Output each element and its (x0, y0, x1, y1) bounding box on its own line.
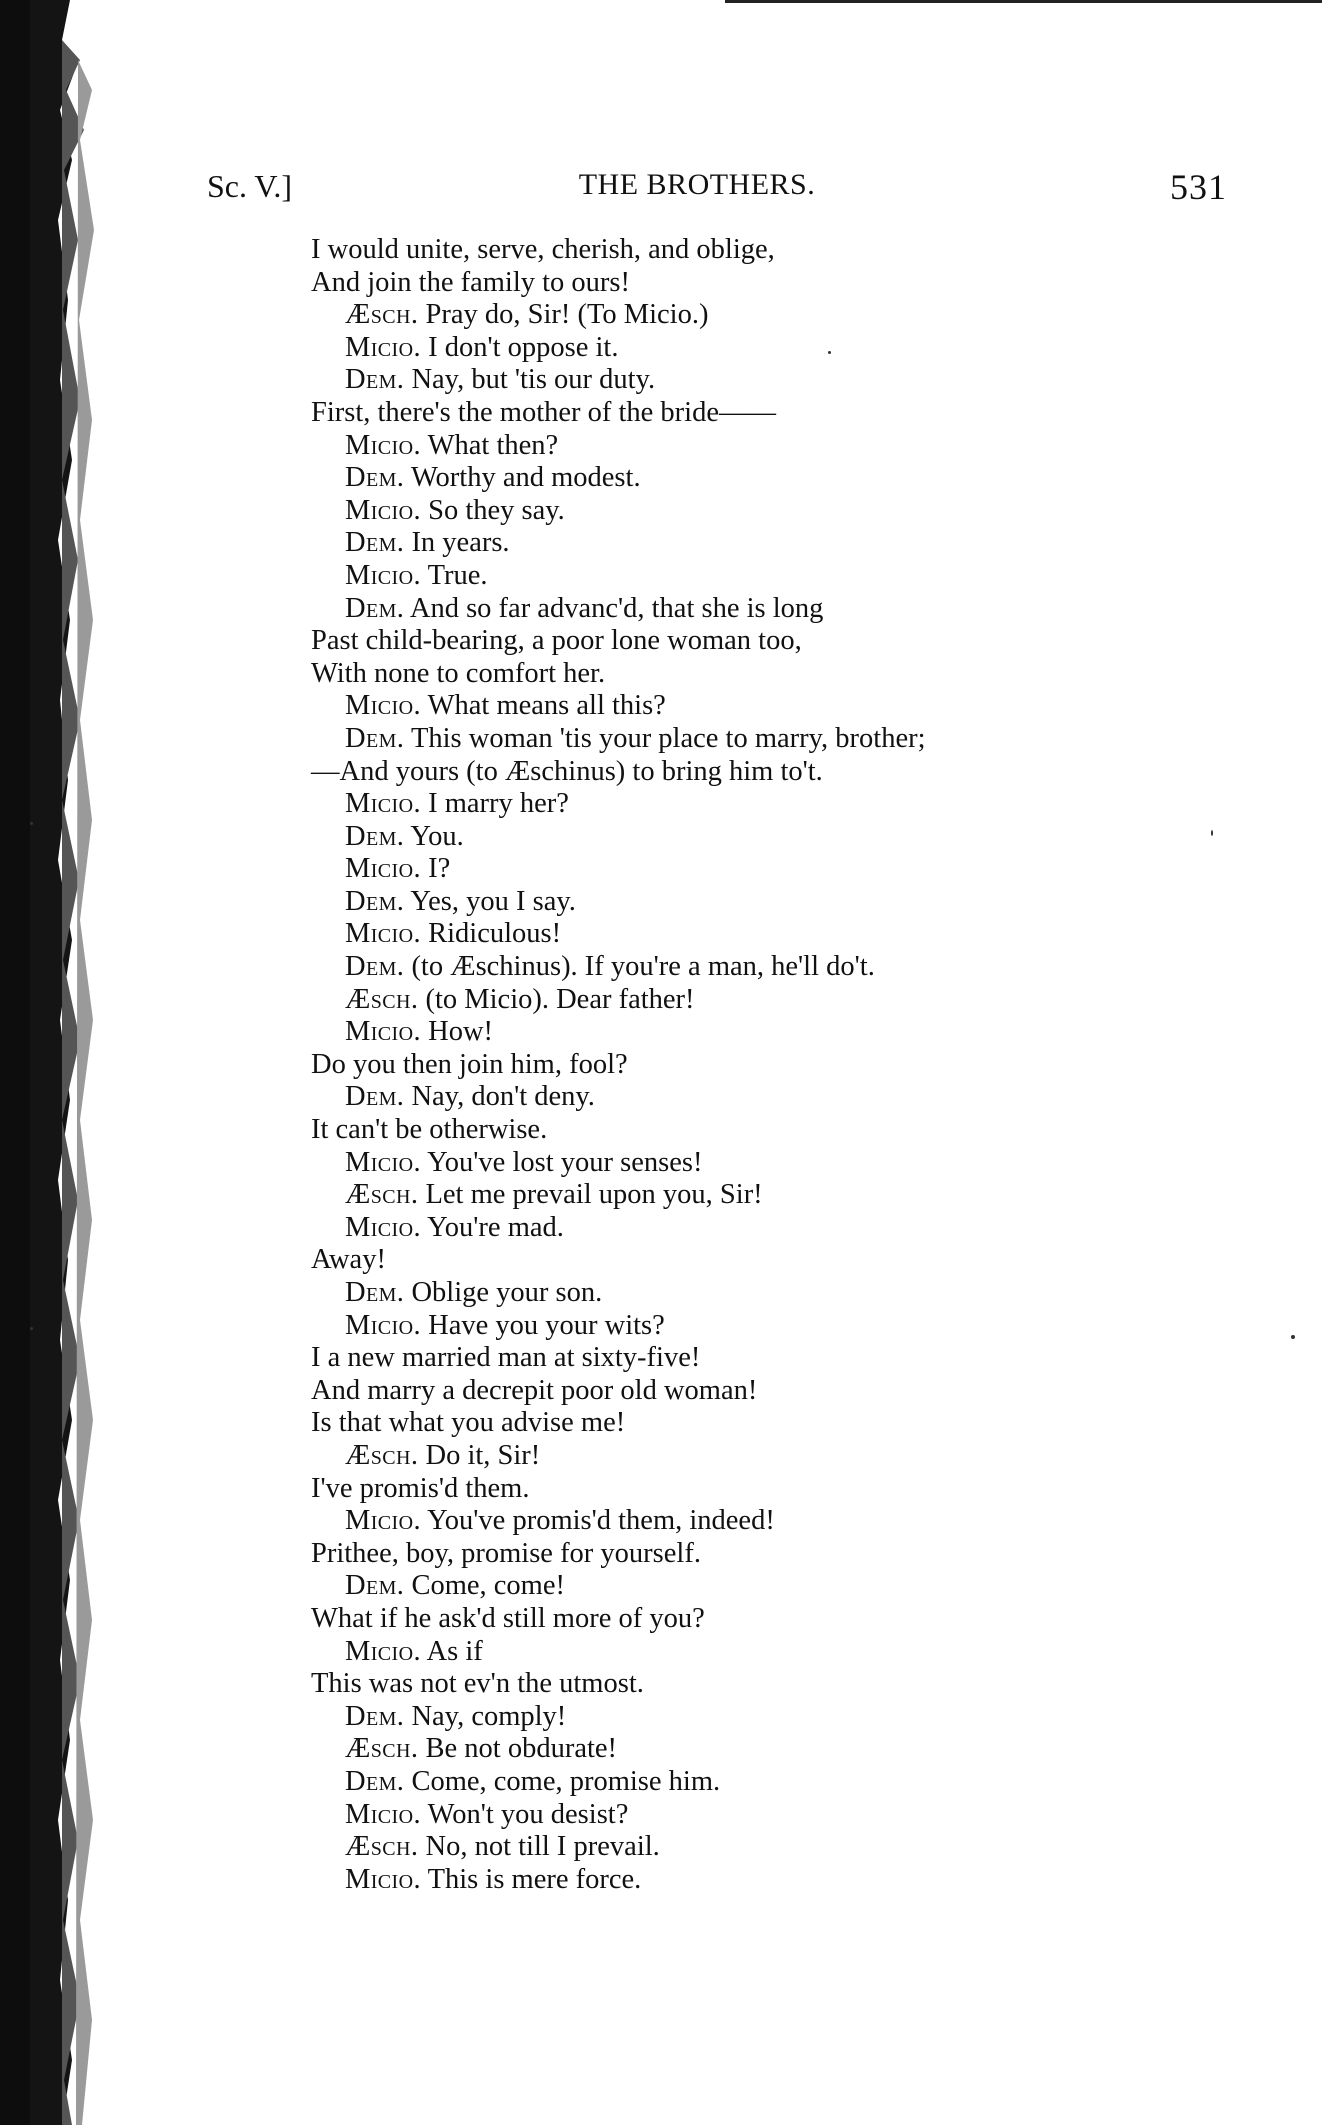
dialogue-line (311, 1375, 1191, 1408)
speaker-name: Æsch. (345, 983, 419, 1015)
speck-mark (1211, 830, 1213, 836)
dialogue-line (311, 234, 1191, 267)
dialogue-line (311, 560, 1191, 593)
speck-mark (1291, 1335, 1295, 1339)
line-text: I marry her? (428, 788, 569, 820)
speaker-name: Æsch. (345, 1831, 419, 1863)
speck-mark (30, 1327, 33, 1330)
line-text: As if (426, 1635, 483, 1667)
speaker-name: Micio. (345, 1016, 421, 1048)
line-text: And marry a decrepit poor old woman! (311, 1374, 758, 1406)
speaker-name: Æsch. (345, 299, 419, 331)
dialogue-line (311, 821, 1191, 854)
speaker-name: Micio. (345, 1211, 421, 1243)
dialogue-line (311, 625, 1191, 658)
dialogue-line (311, 1407, 1191, 1440)
speaker-name: Micio. (345, 331, 421, 363)
line-text: You. (410, 820, 464, 852)
dialogue-line (311, 1701, 1191, 1734)
line-text: (to Æschinus). If you're a man, he'll do't. (411, 951, 875, 983)
line-text: This is mere force. (427, 1863, 642, 1895)
line-text: Nay, comply! (411, 1700, 567, 1732)
speaker-name: Æsch. (345, 1439, 419, 1471)
dialogue-line (311, 1179, 1191, 1212)
line-text: Ridiculous! (428, 918, 562, 950)
line-text: I've promis'd them. (311, 1472, 530, 1504)
line-text: How! (428, 1016, 494, 1048)
dialogue-line (311, 1831, 1191, 1864)
line-text: Past child-bearing, a poor lone woman too, (311, 625, 802, 657)
line-text: And so far advanc'd, that she is long (409, 592, 824, 624)
top-rule (725, 0, 1322, 3)
line-text: I? (428, 853, 451, 885)
speaker-name: Micio. (345, 1798, 421, 1830)
line-text: —And yours (to Æschinus) to bring him to't. (311, 755, 823, 787)
line-text: No, not till I prevail. (425, 1831, 660, 1863)
running-head (207, 166, 1227, 216)
line-text: First, there's the mother of the bride—— (311, 396, 776, 428)
speaker-name: Micio. (345, 1863, 421, 1895)
speaker-name: Micio. (345, 918, 421, 950)
dialogue-line (311, 1668, 1191, 1701)
line-text: This woman 'tis your place to marry, brother; (410, 722, 926, 754)
line-text: Nay, don't deny. (411, 1081, 595, 1113)
speaker-name: Micio. (345, 788, 421, 820)
line-text: Worthy and modest. (410, 462, 641, 494)
speaker-name: Micio. (345, 1309, 421, 1341)
speaker-name: Æsch. (345, 1733, 419, 1765)
line-text: Come, come! (411, 1570, 565, 1602)
line-text: You're mad. (427, 1211, 564, 1243)
dialogue-line (311, 1081, 1191, 1114)
dialogue-line (311, 1505, 1191, 1538)
dialogue-line (311, 1310, 1191, 1343)
line-text: Do you then join him, fool? (311, 1048, 628, 1080)
line-text: Have you your wits? (428, 1309, 665, 1341)
line-text: Do it, Sir! (425, 1439, 541, 1471)
scene-marker: Sc. V.] (207, 168, 293, 204)
line-text: What if he ask'd still more of you? (311, 1602, 705, 1634)
speaker-name: Micio. (345, 690, 421, 722)
line-text: You've promis'd them, indeed! (427, 1505, 775, 1537)
dialogue-line (311, 397, 1191, 430)
speaker-name: Micio. (345, 1146, 421, 1178)
dialogue-line (311, 1766, 1191, 1799)
speck-mark (828, 351, 831, 354)
speaker-name: Dem. (345, 1081, 405, 1113)
dialogue-line (311, 267, 1191, 300)
speck-mark (30, 822, 33, 825)
line-text: True. (427, 559, 488, 591)
speaker-name: Dem. (345, 951, 405, 983)
dialogue-line (311, 1733, 1191, 1766)
line-text: Won't you desist? (427, 1798, 629, 1830)
line-text: It can't be otherwise. (311, 1114, 548, 1146)
dialogue-line (311, 1440, 1191, 1473)
line-text: And join the family to ours! (311, 266, 630, 298)
line-text: Is that what you advise me! (311, 1407, 626, 1439)
line-text: Be not obdurate! (425, 1733, 618, 1765)
speaker-name: Micio. (345, 559, 421, 591)
dialogue-line (311, 1473, 1191, 1506)
speaker-name: Dem. (345, 592, 405, 624)
dialogue-line (311, 951, 1191, 984)
speaker-name: Dem. (345, 820, 405, 852)
line-text: I don't oppose it. (428, 331, 619, 363)
dialogue-line (311, 853, 1191, 886)
speaker-name: Dem. (345, 364, 405, 396)
speaker-name: Dem. (345, 885, 405, 917)
dialogue-line (311, 918, 1191, 951)
dialogue-block (311, 234, 1191, 1896)
page-title: THE BROTHERS. (578, 168, 816, 201)
dialogue-line (311, 984, 1191, 1017)
line-text: Oblige your son. (411, 1277, 603, 1308)
dialogue-line (311, 658, 1191, 691)
speaker-name: Dem. (345, 1277, 405, 1308)
dialogue-line (311, 1114, 1191, 1147)
page-number: 531 (1170, 167, 1227, 207)
speaker-name: Dem. (345, 527, 405, 559)
dialogue-line (311, 1016, 1191, 1049)
line-text: With none to comfort her. (311, 657, 606, 689)
dialogue-line (311, 1864, 1191, 1897)
line-text: Away! (311, 1244, 386, 1276)
dialogue-line (311, 1212, 1191, 1245)
dialogue-line (311, 1244, 1191, 1277)
line-text: Come, come, promise him. (411, 1765, 721, 1797)
dialogue-line (311, 690, 1191, 723)
binding-shadow (0, 0, 100, 2125)
dialogue-line (311, 1603, 1191, 1636)
line-text: (to Micio). Dear father! (425, 983, 695, 1015)
line-text: Yes, you I say. (410, 885, 576, 917)
speaker-name: Dem. (345, 1700, 405, 1732)
dialogue-line (311, 788, 1191, 821)
dialogue-line (311, 299, 1191, 332)
dialogue-line (311, 1049, 1191, 1082)
speaker-name: Dem. (345, 722, 405, 754)
dialogue-line (311, 364, 1191, 397)
dialogue-line (311, 1277, 1191, 1310)
line-text: This was not ev'n the utmost. (311, 1668, 644, 1700)
speaker-name: Dem. (345, 1765, 405, 1797)
dialogue-line (311, 1538, 1191, 1571)
speaker-name: Dem. (345, 462, 405, 494)
speaker-name: Micio. (345, 853, 421, 885)
dialogue-line (311, 1799, 1191, 1832)
line-text: What then? (427, 429, 559, 461)
scanned-binding-edge (0, 0, 100, 2125)
line-text: I would unite, serve, cherish, and oblige, (311, 234, 775, 265)
dialogue-line (311, 723, 1191, 756)
dialogue-line (311, 1342, 1191, 1375)
dialogue-line (311, 332, 1191, 365)
line-text: Pray do, Sir! (To Micio.) (425, 299, 709, 331)
dialogue-line (311, 886, 1191, 919)
line-text: Prithee, boy, promise for yourself. (311, 1537, 701, 1569)
dialogue-line (311, 1147, 1191, 1180)
speaker-name: Dem. (345, 1570, 405, 1602)
dialogue-line (311, 593, 1191, 626)
speaker-name: Æsch. (345, 1179, 419, 1211)
speaker-name: Micio. (345, 1505, 421, 1537)
line-text: You've lost your senses! (427, 1146, 703, 1178)
speaker-name: Micio. (345, 1635, 421, 1667)
dialogue-line (311, 462, 1191, 495)
dialogue-line (311, 1570, 1191, 1603)
line-text: What means all this? (427, 690, 666, 722)
dialogue-line (311, 527, 1191, 560)
line-text: So they say. (428, 494, 565, 526)
dialogue-line (311, 1636, 1191, 1669)
line-text: In years. (411, 527, 510, 559)
dialogue-line (311, 430, 1191, 463)
line-text: I a new married man at sixty-five! (311, 1342, 701, 1374)
dialogue-line (311, 495, 1191, 528)
line-text: Nay, but 'tis our duty. (411, 364, 656, 396)
speaker-name: Micio. (345, 494, 421, 526)
line-text: Let me prevail upon you, Sir! (425, 1179, 763, 1211)
speaker-name: Micio. (345, 429, 421, 461)
dialogue-line (311, 756, 1191, 789)
